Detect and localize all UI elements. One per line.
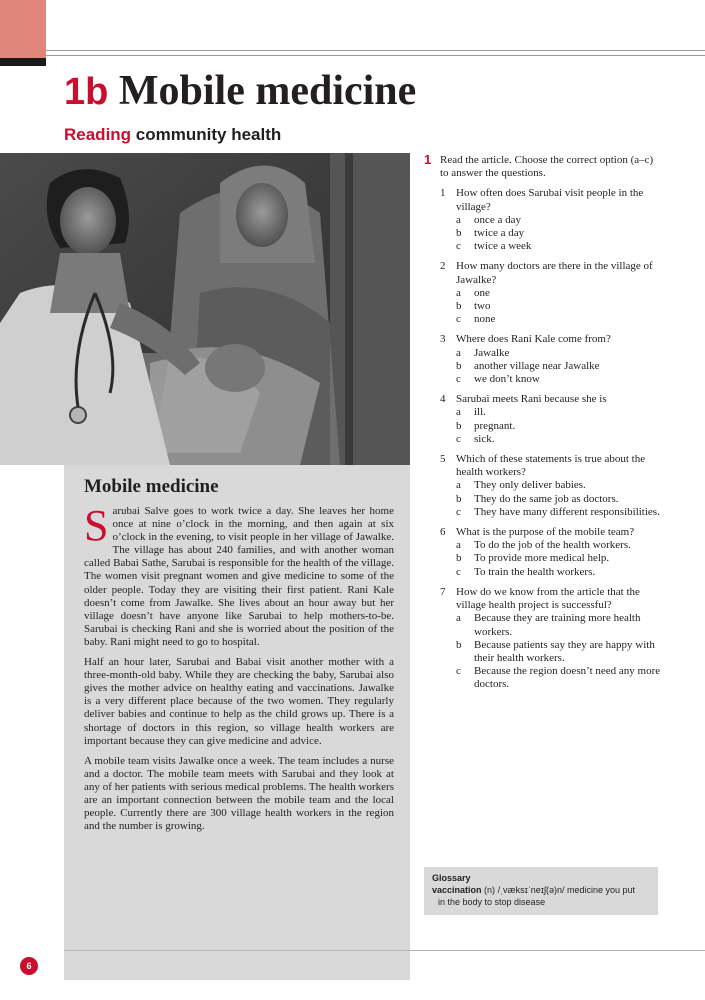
option-letter: a [456,346,461,359]
option-letter: c [456,432,461,445]
unit-code: 1b [64,71,109,113]
answer-option[interactable] [456,240,664,253]
option-letter: a [456,406,461,419]
article-paragraph-2: Half an hour later, Sarubai and Babai visit another mother with a three-month-old baby. While they are checking the baby, Sarubai also gives the mother advice on healthy eating and vaccinations. Jawalke is a very different place because of the two women. They regularly deliver babies and continue to help as the child grows up. There is a shortage of doctors in this region, so village health workers are important because they can give medicine and advice. [84,656,394,747]
drop-cap: S [84,501,109,550]
option-text: twice a day [474,227,525,240]
option-letter: b [456,552,462,565]
option-text: They have many different responsibilities. [474,505,660,518]
glossary-pronunciation: /ˌvæksɪˈneɪʃ(ə)n/ [497,885,565,895]
article-paragraph-1-text: arubai Salve goes to work twice a day. She leaves her home once at nine o’clock in the morning, and then again at six o’clock in the evening, to visit people in her village of Jawalke. The village has about 240 families, and with another woman called Babai Sathe, Sarubai is responsible for the health of the village. The women visit pregnant women and give medicine to some of the older people. Today they are visiting their first patient. Rani Kale doesn’t come from Jawalke. She lives about an hour away but her village doesn’t have anyone like Sarubai to help mothers-to-be. Sarubai is checking Rani and she is worried about the position of the baby. Rani might need to go to hospital. [84,505,394,648]
option-letter: a [456,539,461,552]
glossary-term: vaccination [432,885,482,895]
exercise-instructions [424,154,664,180]
option-text: pregnant. [474,419,516,432]
question-text: What is the purpose of the mobile team? [456,526,635,539]
article-body [84,501,394,840]
option-letter: c [456,505,461,518]
question-text: Where does Rani Kale come from? [456,333,611,346]
option-text: They only deliver babies. [474,479,586,492]
answer-option[interactable] [456,506,664,519]
section-heading [64,125,281,145]
option-text: another village near Jawalke [474,359,600,372]
exercise [424,154,664,699]
option-letter: a [456,612,461,625]
question-text: How many doctors are there in the village of Jawalke? [456,260,653,286]
glossary-definition-start: medicine you put [567,885,636,895]
question-7 [424,586,664,692]
answer-option[interactable] [456,420,664,433]
option-letter: c [456,373,461,386]
answer-option[interactable] [456,539,664,552]
glossary-heading: Glossary [432,873,471,883]
option-text: once a day [474,213,522,226]
question-number: 7 [440,585,446,598]
option-text: sick. [474,432,495,445]
question-6 [424,526,664,579]
header-rule [46,50,705,51]
article-photo [0,153,410,465]
option-letter: c [456,665,461,678]
answer-option[interactable] [456,552,664,565]
question-number: 5 [440,453,446,466]
option-letter: c [456,313,461,326]
question-number: 4 [440,393,446,406]
article-paragraph-3: A mobile team visits Jawalke once a week. The team includes a nurse and a doctor. The mobile team meets with Sarubai and they look at any of her patients with serious medical problems. The health workers are an important connection between the mobile team and the local people. Currently there are 300 village health workers in the region and the number is growing. [84,754,394,833]
option-text: Because they are training more health workers. [474,612,641,638]
glossary-box [424,867,658,915]
question-list [424,187,664,691]
photo-illustration [0,153,410,465]
question-3 [424,333,664,386]
answer-option[interactable] [456,665,664,691]
option-text: To do the job of the health workers. [474,539,631,552]
answer-option[interactable] [456,214,664,227]
section-skill: Reading [64,125,132,144]
glossary-entry [432,884,650,896]
answer-option[interactable] [456,406,664,419]
question-number: 3 [440,333,446,346]
answer-option[interactable] [456,612,664,638]
question-1 [424,187,664,253]
option-text: one [474,286,490,299]
question-text: Which of these statements is true about the health workers? [456,453,646,479]
question-text: How do we know from the article that the village health project is successful? [456,585,640,612]
answer-option[interactable] [456,433,664,446]
article-paragraph-1 [84,501,394,649]
option-letter: b [456,359,462,372]
option-letter: c [456,240,461,253]
answer-option[interactable] [456,360,664,373]
header-rule-2 [46,55,705,56]
question-5 [424,453,664,519]
exercise-number: 1 [424,152,432,167]
option-text: two [474,300,491,313]
option-letter: a [456,479,461,492]
answer-option[interactable] [456,300,664,313]
answer-option[interactable] [456,493,664,506]
article-title: Mobile medicine [84,476,219,497]
option-text: To provide more medical help. [474,552,610,565]
footer-rule [64,950,705,951]
question-text: How often does Sarubai visit people in the village? [456,187,644,213]
question-4 [424,393,664,446]
option-text: twice a week [474,240,532,253]
unit-title [64,66,416,117]
option-letter: c [456,565,461,578]
question-number: 2 [440,260,446,273]
option-letter: b [456,227,462,240]
unit-title-text: Mobile medicine [118,68,417,114]
answer-option[interactable] [456,566,664,579]
option-text: Jawalke [474,346,510,359]
page-number: 6 [20,957,38,975]
corner-black-bar [0,58,46,66]
exercise-instructions-text: Read the article. Choose the correct option (a–c) to answer the questions. [440,154,654,180]
option-text: ill. [474,406,486,419]
answer-option[interactable] [456,313,664,326]
answer-option[interactable] [456,479,664,492]
option-text: Because the region doesn’t need any more doctors. [474,665,661,691]
option-text: Because patients say they are happy with their health workers. [474,638,655,664]
question-2 [424,260,664,326]
glossary-pos: (n) [484,885,496,895]
answer-option[interactable] [456,373,664,386]
option-letter: b [456,638,462,651]
option-letter: b [456,419,462,432]
option-text: none [474,313,496,326]
glossary-definition-end: in the body to stop disease [438,897,546,907]
answer-option[interactable] [456,227,664,240]
option-text: To train the health workers. [474,565,596,578]
answer-option[interactable] [456,287,664,300]
answer-option[interactable] [456,639,664,665]
answer-option[interactable] [456,347,664,360]
option-letter: a [456,213,461,226]
question-number: 1 [440,187,446,200]
option-text: They do the same job as doctors. [474,492,619,505]
option-letter: b [456,492,462,505]
section-topic: community health [135,125,282,144]
question-text: Sarubai meets Rani because she is [456,393,607,406]
question-number: 6 [440,526,446,539]
option-letter: b [456,300,462,313]
corner-accent-block [0,0,46,58]
option-letter: a [456,286,461,299]
option-text: we don’t know [474,373,540,386]
